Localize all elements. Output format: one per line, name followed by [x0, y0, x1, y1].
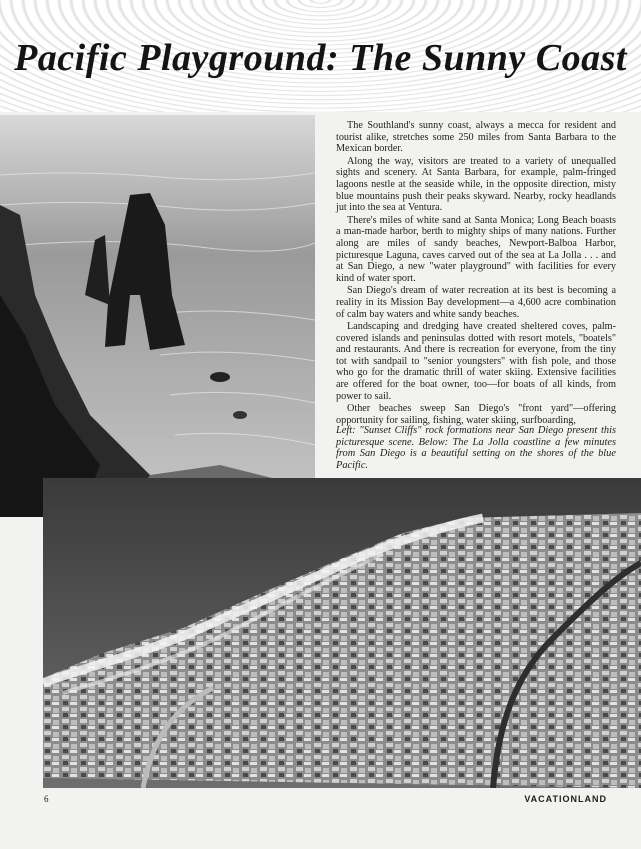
sunset-cliffs-photo: [0, 115, 315, 517]
page-title: Pacific Playground: The Sunny Coast: [14, 37, 627, 79]
article-paragraph: San Diego's dream of water recreation at its best is becoming a reality in its Mission Bay development—a 4,600 acre combination of calm bay waters and white sandy beaches.: [336, 285, 616, 320]
article-paragraph: Landscaping and dredging have created sheltered coves, palm-covered islands and peninsulas dotted with resort motels, "boatels" and restaurants. And there is recreation for everyone, from the tiny tot with sandpail to "senior youngsters" with fish pole, and those who go for the dramatic thrill of water skiing. Extensive facilities are offered for the boat owner, too—for boats of all kinds, from power to sail.: [336, 321, 616, 402]
article-paragraph: Along the way, visitors are treated to a variety of unequalled sights and scenery. At Santa Barbara, for example, palm-fringed lagoons nestle at the seaside while, in the opposite direction, misty blue mountains push their peaks skyward. Nearby, rocky headlands jut into the sea at Ventura.: [336, 155, 616, 214]
publication-name: VACATIONLAND: [524, 794, 607, 804]
article-paragraph: There's miles of white sand at Santa Monica; Long Beach boasts a man-made harbor, berth to mighty ships of many nations. Further along are miles of sandy beaches, Newport-Balboa Harbor, picturesque Laguna, caves carved out of the sea at La Jolla . . . and at San Diego, a new "water playground" with facilities for every kind of water sport.: [336, 214, 616, 284]
article-body: [336, 120, 616, 427]
article-paragraph: Other beaches sweep San Diego's "front yard"—offering opportunity for sailing, fishing, water skiing, surfboarding,: [336, 403, 616, 426]
photo-caption: Left: "Sunset Cliffs" rock formations near San Diego present this picturesque scene. Below: The La Jolla coastline a few minutes from San Diego is a beautiful setting on the shores of the blue Pacific.: [336, 425, 616, 471]
article-paragraph: The Southland's sunny coast, always a mecca for resident and tourist alike, stretches some 250 miles from Santa Barbara to the Mexican border.: [336, 120, 616, 155]
page-number: 6: [44, 794, 49, 804]
la-jolla-coastline-photo: [43, 478, 641, 788]
